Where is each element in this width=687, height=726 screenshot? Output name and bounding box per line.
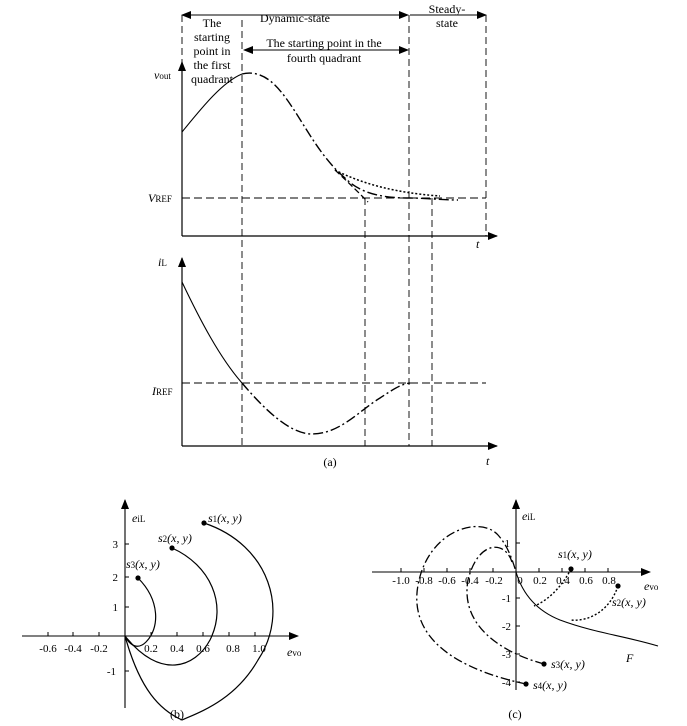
c-y-tick-neg3: -3	[501, 649, 511, 661]
iref-label: IREF	[152, 384, 173, 398]
il-dashdot-curve	[242, 383, 410, 434]
c-x-tick-5: -0.2	[485, 575, 503, 587]
c-y-tick-neg1: -1	[501, 593, 511, 605]
b-y-tick-1: 1	[112, 602, 118, 614]
c-point-s4	[523, 681, 528, 686]
c-x-tick-9: 0.6	[579, 575, 593, 587]
c-x-tick-7: 0.2	[533, 575, 547, 587]
c-curve-label-F: F	[626, 651, 634, 665]
c-label-s1: s1(x, y)	[558, 547, 592, 561]
c-label-s3: s3(x, y)	[551, 657, 585, 671]
b-y-axis-label: eiL	[132, 511, 146, 525]
b-label-s1: s1(x, y)	[208, 511, 242, 525]
il-solid-curve	[182, 282, 242, 383]
c-point-s1	[568, 566, 573, 571]
c-x-tick-4: -0.4	[461, 575, 479, 587]
steady-state-label-2: state	[436, 16, 458, 30]
vref-label: VREF	[148, 191, 172, 205]
c-trajectory-s2	[570, 586, 618, 620]
il-axis-label: iL	[158, 255, 167, 269]
c-label-s4: s4(x, y)	[533, 678, 567, 692]
first-quadrant-line-4: the first	[193, 58, 231, 72]
c-label-s2: s2(x, y)	[612, 595, 646, 609]
bottom-t-label: t	[486, 454, 490, 468]
c-x-tick-8: 0.4	[556, 575, 570, 587]
c-trajectory-s3	[467, 547, 544, 664]
vout-axis-label: vout	[154, 68, 171, 82]
c-x-tick-10: 0.8	[602, 575, 616, 587]
b-y-tick-neg1: -1	[106, 666, 116, 678]
b-x-tick-6: 0.6	[196, 643, 210, 655]
panel-c-text	[392, 509, 659, 721]
c-x-tick-3: -0.6	[438, 575, 456, 587]
b-y-tick-2: 2	[112, 572, 118, 584]
b-trajectory-s1	[125, 523, 273, 720]
c-point-s3	[541, 661, 546, 666]
b-label-s3: s3(x, y)	[126, 557, 160, 571]
c-y-tick-1: 1	[504, 538, 510, 550]
b-x-tick-4: 0.2	[144, 643, 158, 655]
c-x-tick-1: -1.0	[392, 575, 410, 587]
vout-dashed-branch	[335, 170, 368, 202]
panel-b-text	[39, 511, 302, 721]
b-point-s2	[169, 545, 174, 550]
fourth-quadrant-line-2: fourth quadrant	[286, 51, 362, 65]
b-point-s3	[135, 575, 140, 580]
fourth-quadrant-line-1: The starting point in the	[266, 36, 382, 50]
caption-a: (a)	[323, 455, 337, 469]
b-x-tick-5: 0.4	[170, 643, 184, 655]
c-y-tick-neg4: -4	[501, 677, 511, 689]
c-point-s2	[615, 583, 620, 588]
vout-dotted-branch	[335, 170, 440, 196]
top-t-label: t	[476, 237, 480, 251]
b-point-s1	[201, 520, 206, 525]
first-quadrant-line-5: quadrant	[191, 72, 233, 86]
b-y-tick-3: 3	[112, 539, 118, 551]
c-y-axis-label: eiL	[522, 509, 536, 523]
c-x-tick-2: -0.8	[415, 575, 433, 587]
first-quadrant-line-1: The	[202, 16, 222, 30]
b-x-axis-label: evo	[287, 645, 302, 659]
c-x-tick-6: 0	[517, 575, 523, 587]
c-y-tick-neg2: -2	[501, 621, 511, 633]
b-label-s2: s2(x, y)	[158, 531, 192, 545]
b-x-tick-8: 1.0	[252, 643, 266, 655]
vout-dashdot-curve	[242, 73, 458, 200]
first-quadrant-line-2: starting	[194, 30, 230, 44]
steady-state-label-1: Steady-	[428, 2, 466, 16]
b-x-tick-3: -0.2	[90, 643, 108, 655]
b-x-tick-7: 0.8	[226, 643, 240, 655]
b-x-tick-1: -0.6	[39, 643, 57, 655]
dynamic-state-label: Dynamic-state	[260, 11, 330, 25]
b-x-tick-2: -0.4	[64, 643, 82, 655]
caption-c: (c)	[508, 707, 522, 721]
first-quadrant-line-3: point in	[193, 44, 231, 58]
caption-b: (b)	[170, 707, 184, 721]
c-x-axis-label: evo	[644, 579, 659, 593]
